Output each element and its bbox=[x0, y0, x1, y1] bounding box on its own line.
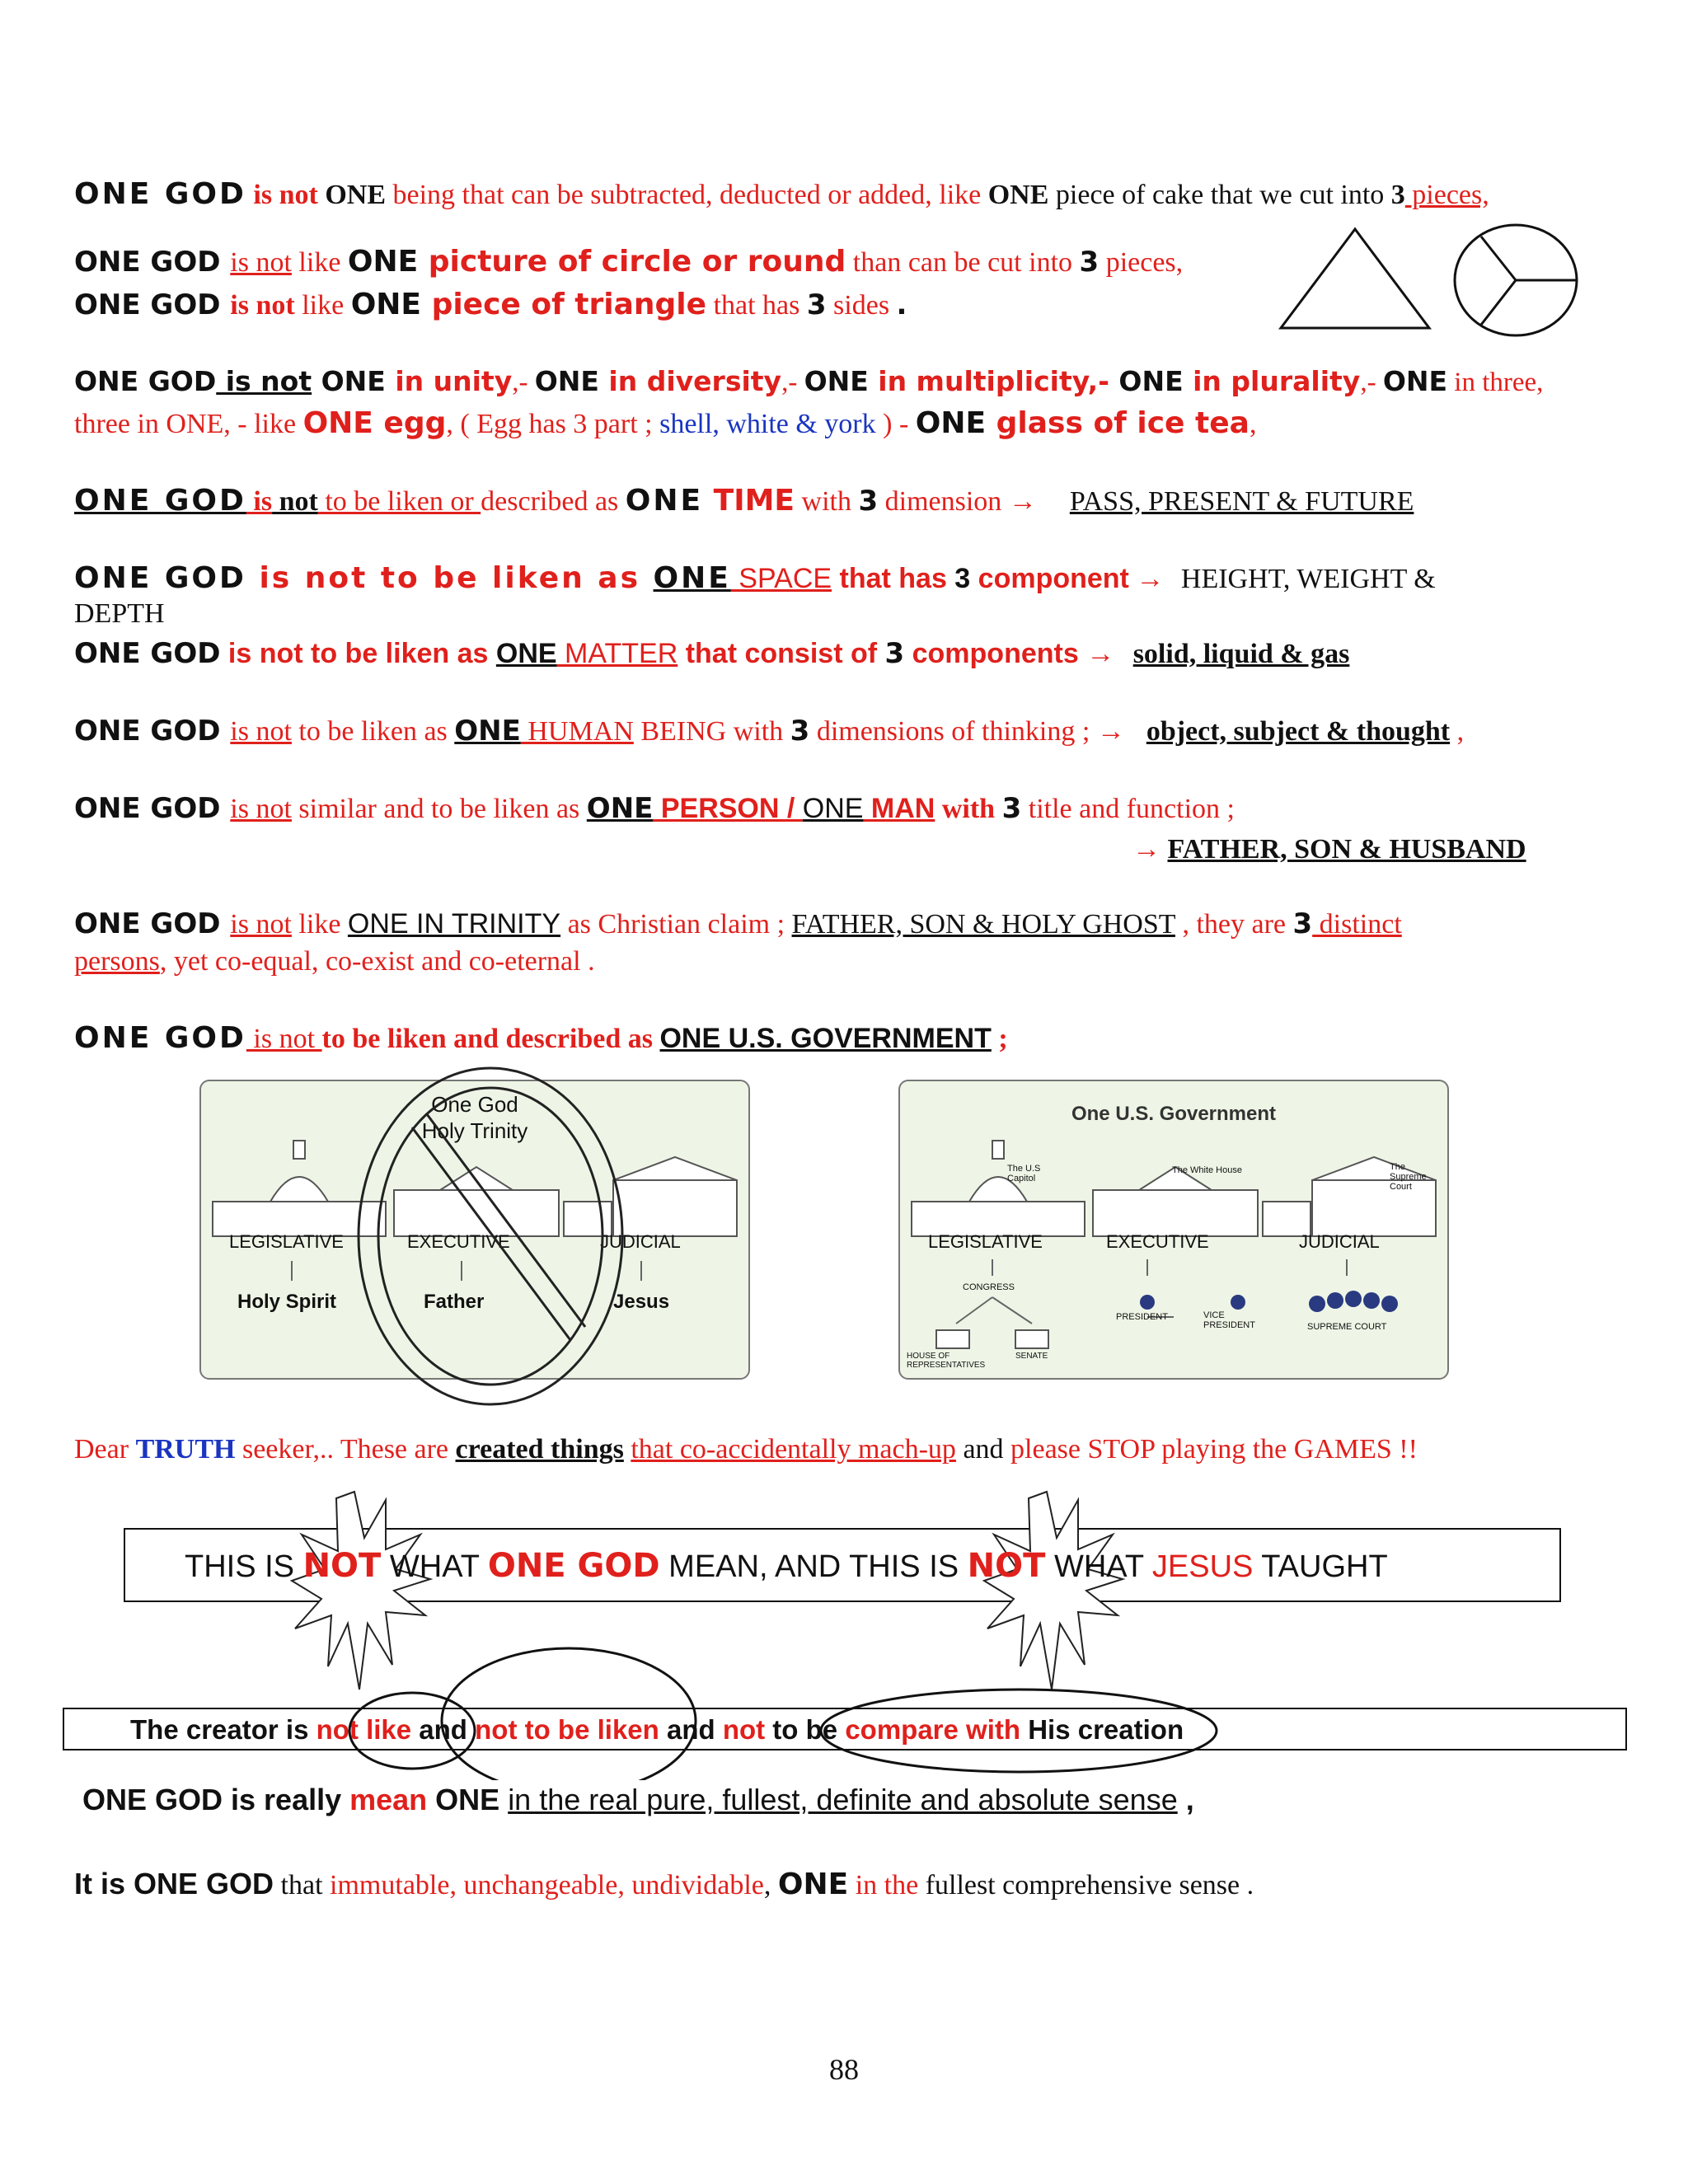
figure-us-government bbox=[898, 1080, 1449, 1380]
text: not to be liken bbox=[475, 1714, 659, 1745]
one-god: ONE GOD bbox=[74, 177, 246, 211]
text: HUMAN bbox=[520, 716, 634, 747]
text: ,- bbox=[1360, 368, 1383, 397]
one-god: ONE GOD bbox=[74, 792, 231, 825]
line-4 bbox=[74, 365, 1544, 397]
text: in three, bbox=[1447, 368, 1544, 397]
text: like bbox=[291, 909, 348, 940]
line-3 bbox=[74, 290, 907, 320]
text: TRUTH bbox=[135, 1434, 236, 1465]
text: ONE bbox=[347, 245, 429, 279]
text: 3 bbox=[884, 637, 905, 670]
one-god: ONE GOD bbox=[74, 561, 246, 595]
text: 3 bbox=[1292, 907, 1313, 940]
text: being that can be subtracted, deducted or added, like bbox=[386, 180, 988, 210]
text: in the bbox=[848, 1870, 926, 1900]
text: PERSON / bbox=[653, 793, 803, 824]
text: HEIGHT, WEIGHT & bbox=[1180, 564, 1436, 594]
text: distinct bbox=[1312, 909, 1402, 940]
text: FATHER, SON & HOLY GHOST bbox=[791, 909, 1175, 940]
text: ; bbox=[991, 1024, 1008, 1054]
text: not bbox=[272, 486, 318, 517]
triangle-and-circle-icon bbox=[1278, 223, 1591, 338]
text: ONE bbox=[586, 792, 654, 825]
text: sides bbox=[826, 290, 897, 321]
text: PASS, PRESENT & FUTURE bbox=[1069, 486, 1414, 517]
line-11b bbox=[74, 948, 595, 976]
fig-right-whitehouse-label: The White House bbox=[1172, 1165, 1242, 1175]
text: 3 bbox=[1001, 792, 1022, 825]
one-god: ONE GOD bbox=[74, 484, 246, 518]
text: seeker,.. These are bbox=[235, 1434, 456, 1465]
fig-right-supreme-court: SUPREME COURT bbox=[1307, 1322, 1387, 1332]
text: is not to be liken as bbox=[220, 638, 496, 669]
text: ONE bbox=[804, 365, 879, 397]
text: picture of circle or round bbox=[428, 245, 846, 279]
text: ONE bbox=[1109, 365, 1193, 397]
line-7b: DEPTH bbox=[74, 598, 165, 629]
one-god: ONE GOD bbox=[74, 637, 221, 670]
text: MATTER bbox=[556, 638, 678, 669]
text: ONE IN TRINITY bbox=[347, 908, 561, 940]
text: that has bbox=[832, 563, 955, 594]
fig-right-title: One U.S. Government bbox=[1071, 1103, 1277, 1125]
fig-right-executive: EXECUTIVE bbox=[1106, 1231, 1209, 1252]
text: 3 bbox=[1390, 180, 1405, 210]
text: is not bbox=[230, 909, 292, 940]
fig-left-executive: EXECUTIVE bbox=[407, 1231, 510, 1252]
text: WHAT bbox=[1045, 1549, 1152, 1584]
line-10b bbox=[1132, 836, 1526, 864]
text: in multiplicity,- bbox=[878, 365, 1109, 397]
text: not like bbox=[316, 1714, 412, 1745]
page-number: 88 bbox=[829, 2053, 859, 2086]
text: NOT bbox=[302, 1547, 382, 1585]
line-13 bbox=[74, 1436, 1418, 1464]
text: ONE bbox=[987, 180, 1049, 210]
text: ONE bbox=[454, 715, 521, 748]
arrow-right-icon: → bbox=[1128, 564, 1171, 594]
one-god: ONE GOD bbox=[74, 288, 231, 321]
text: to be bbox=[765, 1714, 846, 1745]
text: JESUS bbox=[1151, 1549, 1254, 1584]
text: piece of triangle bbox=[431, 288, 707, 321]
text: 3 bbox=[858, 485, 879, 518]
fig-left-father: Father bbox=[424, 1291, 485, 1313]
text: pieces, bbox=[1404, 180, 1489, 210]
text: with bbox=[795, 486, 859, 517]
arrow-right-icon: → bbox=[1132, 834, 1168, 865]
text: in the real pure, fullest, definite and absolute sense bbox=[508, 1783, 1178, 1816]
text: that bbox=[274, 1870, 331, 1900]
text: to be liken as bbox=[291, 716, 455, 747]
text: ONE bbox=[534, 365, 609, 397]
banner-text bbox=[185, 1547, 1388, 1585]
text: as Christian claim ; bbox=[560, 909, 792, 940]
text: in diversity bbox=[608, 365, 782, 397]
fig-right-court-label: The Supreme Court bbox=[1390, 1162, 1427, 1192]
text: to be liken or bbox=[317, 486, 481, 517]
text: ONE GOD bbox=[487, 1547, 660, 1585]
text: to be liken and described as bbox=[321, 1024, 660, 1054]
text: that co-accidentally mach-up bbox=[631, 1434, 956, 1465]
text: ONE bbox=[625, 484, 704, 518]
text: compare with bbox=[845, 1714, 1021, 1745]
text: like bbox=[291, 247, 348, 278]
text: , bbox=[763, 1870, 778, 1900]
text: immutable, unchangeable, undividable bbox=[330, 1870, 764, 1900]
fig-left-jesus: Jesus bbox=[613, 1291, 670, 1313]
text: , bbox=[1450, 716, 1465, 747]
line-10 bbox=[74, 794, 1235, 823]
one-god: ONE GOD bbox=[74, 246, 231, 279]
text: ,- bbox=[781, 368, 804, 397]
text: is not bbox=[230, 247, 292, 278]
text: described as bbox=[481, 486, 626, 517]
text: ONE bbox=[435, 1783, 509, 1816]
line-7 bbox=[74, 561, 1436, 595]
fig-left-title2: Holy Trinity bbox=[421, 1118, 528, 1143]
text: is not bbox=[230, 290, 295, 321]
one-god: ONE GOD bbox=[74, 907, 231, 940]
text: , bbox=[1249, 409, 1257, 439]
text: SPACE bbox=[730, 563, 832, 594]
text: that consist of bbox=[678, 638, 885, 669]
text: title and function ; bbox=[1021, 794, 1235, 824]
arrow-right-icon: → bbox=[1086, 639, 1122, 669]
text: in plurality bbox=[1193, 365, 1361, 397]
line-14 bbox=[82, 1785, 1194, 1815]
text: ONE bbox=[350, 288, 432, 321]
line-12 bbox=[74, 1021, 1008, 1055]
text: similar and to be liken as bbox=[291, 794, 587, 824]
text: , yet co-equal, co-exist and co-eternal . bbox=[159, 946, 595, 977]
line-5 bbox=[74, 406, 1257, 440]
text: ONE U.S. GOVERNMENT bbox=[659, 1023, 992, 1054]
text: that has bbox=[706, 290, 807, 321]
text: than can be cut into bbox=[846, 247, 1080, 278]
text: and bbox=[659, 1714, 723, 1745]
text: ONE bbox=[915, 406, 987, 440]
fig-right-vice-president: VICE PRESIDENT bbox=[1203, 1310, 1255, 1330]
one-god: ONE GOD bbox=[74, 1021, 246, 1055]
text: ONE bbox=[653, 561, 731, 595]
text: dimensions of thinking ; bbox=[809, 716, 1097, 747]
text: is not bbox=[216, 365, 312, 397]
line-15 bbox=[74, 1869, 1254, 1900]
text: fullest comprehensive sense . bbox=[925, 1870, 1254, 1900]
one-god: ONE GOD bbox=[74, 715, 231, 748]
text: is not bbox=[246, 180, 326, 210]
text: ONE bbox=[777, 1868, 849, 1901]
text: please STOP playing the GAMES !! bbox=[1010, 1434, 1418, 1465]
prohibition-icon bbox=[354, 1063, 626, 1409]
line-8 bbox=[74, 637, 1350, 670]
text: and bbox=[411, 1714, 476, 1745]
text: and bbox=[955, 1434, 1011, 1465]
text: Dear bbox=[74, 1434, 136, 1465]
text: piece of cake that we cut into bbox=[1048, 180, 1391, 210]
line-1 bbox=[74, 177, 1489, 211]
text: three in ONE, - like bbox=[74, 409, 303, 439]
text: ONE bbox=[1382, 365, 1448, 397]
text: solid, liquid & gas bbox=[1132, 639, 1350, 669]
text: ,- bbox=[512, 368, 535, 397]
text: THIS IS bbox=[185, 1549, 303, 1584]
line-11 bbox=[74, 907, 1402, 940]
text: ) - bbox=[875, 409, 916, 439]
fig-left-legislative: LEGISLATIVE bbox=[229, 1231, 344, 1252]
fig-right-house: HOUSE OF REPRESENTATIVES bbox=[907, 1352, 986, 1370]
text: with bbox=[935, 794, 1002, 824]
fig-right-president: PRESIDENT bbox=[1116, 1312, 1168, 1322]
text: is not bbox=[246, 1024, 322, 1054]
fig-left-judicial: JUDICIAL bbox=[600, 1231, 681, 1252]
text: ONE bbox=[802, 793, 864, 824]
highlight-ovals-icon bbox=[321, 1640, 1236, 1780]
text: is not bbox=[230, 716, 292, 747]
text: like bbox=[294, 290, 351, 321]
text: created things bbox=[455, 1434, 624, 1465]
text: MEAN, AND THIS IS bbox=[659, 1549, 968, 1584]
fig-right-senate: SENATE bbox=[1015, 1352, 1048, 1361]
text: BEING with bbox=[633, 716, 790, 747]
text: TAUGHT bbox=[1253, 1549, 1388, 1584]
fig-left-holy-spirit: Holy Spirit bbox=[237, 1291, 337, 1313]
text: persons bbox=[74, 946, 160, 977]
text: pieces, bbox=[1099, 247, 1184, 278]
text: is bbox=[246, 486, 273, 517]
text: 3 bbox=[790, 715, 810, 748]
text: ONE GOD is really bbox=[82, 1783, 350, 1816]
line-2 bbox=[74, 247, 1183, 277]
line-6 bbox=[74, 486, 1414, 516]
text: ONE bbox=[495, 638, 557, 669]
text: FATHER, SON & HUSBAND bbox=[1167, 834, 1526, 865]
text: is not bbox=[230, 794, 292, 824]
text: NOT bbox=[967, 1547, 1046, 1585]
text: shell, white & york bbox=[659, 409, 876, 439]
text: His creation bbox=[1020, 1714, 1184, 1745]
text: . bbox=[896, 288, 907, 321]
text: glass of ice tea bbox=[986, 406, 1250, 440]
fig-right-legislative: LEGISLATIVE bbox=[928, 1231, 1043, 1252]
fig-right-congress: CONGRESS bbox=[963, 1282, 1015, 1292]
text: object, subject & thought bbox=[1146, 716, 1451, 747]
text: not bbox=[722, 1714, 766, 1745]
text: , ( Egg has 3 part ; bbox=[446, 409, 660, 439]
text: dimension bbox=[878, 486, 1009, 517]
arrow-right-icon: → bbox=[1008, 486, 1037, 517]
text: It is ONE GOD bbox=[74, 1867, 274, 1900]
text: component bbox=[970, 563, 1129, 594]
text: MAN bbox=[863, 793, 935, 824]
text: , they are bbox=[1175, 909, 1293, 940]
fig-right-judicial: JUDICIAL bbox=[1299, 1231, 1380, 1252]
text: components bbox=[904, 638, 1087, 669]
text: 3 bbox=[1079, 246, 1100, 279]
fig-right-capitol-label: The U.S Capitol bbox=[1007, 1164, 1041, 1183]
text: , bbox=[1177, 1783, 1194, 1816]
text: ONE bbox=[325, 180, 387, 210]
text: TIME bbox=[703, 484, 795, 518]
text: 3 bbox=[954, 563, 971, 594]
text: ONE bbox=[312, 365, 396, 397]
text: 3 bbox=[806, 288, 827, 321]
fig-left-title1: One God bbox=[431, 1092, 518, 1117]
text: ONE egg bbox=[302, 406, 447, 440]
line-9 bbox=[74, 717, 1464, 746]
text: WHAT bbox=[381, 1549, 488, 1584]
arrow-right-icon: → bbox=[1096, 716, 1125, 747]
text: is not to be liken as bbox=[246, 561, 654, 595]
text: mean bbox=[349, 1783, 436, 1816]
text: in unity bbox=[395, 365, 513, 397]
one-god: ONE GOD bbox=[74, 365, 217, 397]
text: The creator is bbox=[130, 1714, 316, 1745]
